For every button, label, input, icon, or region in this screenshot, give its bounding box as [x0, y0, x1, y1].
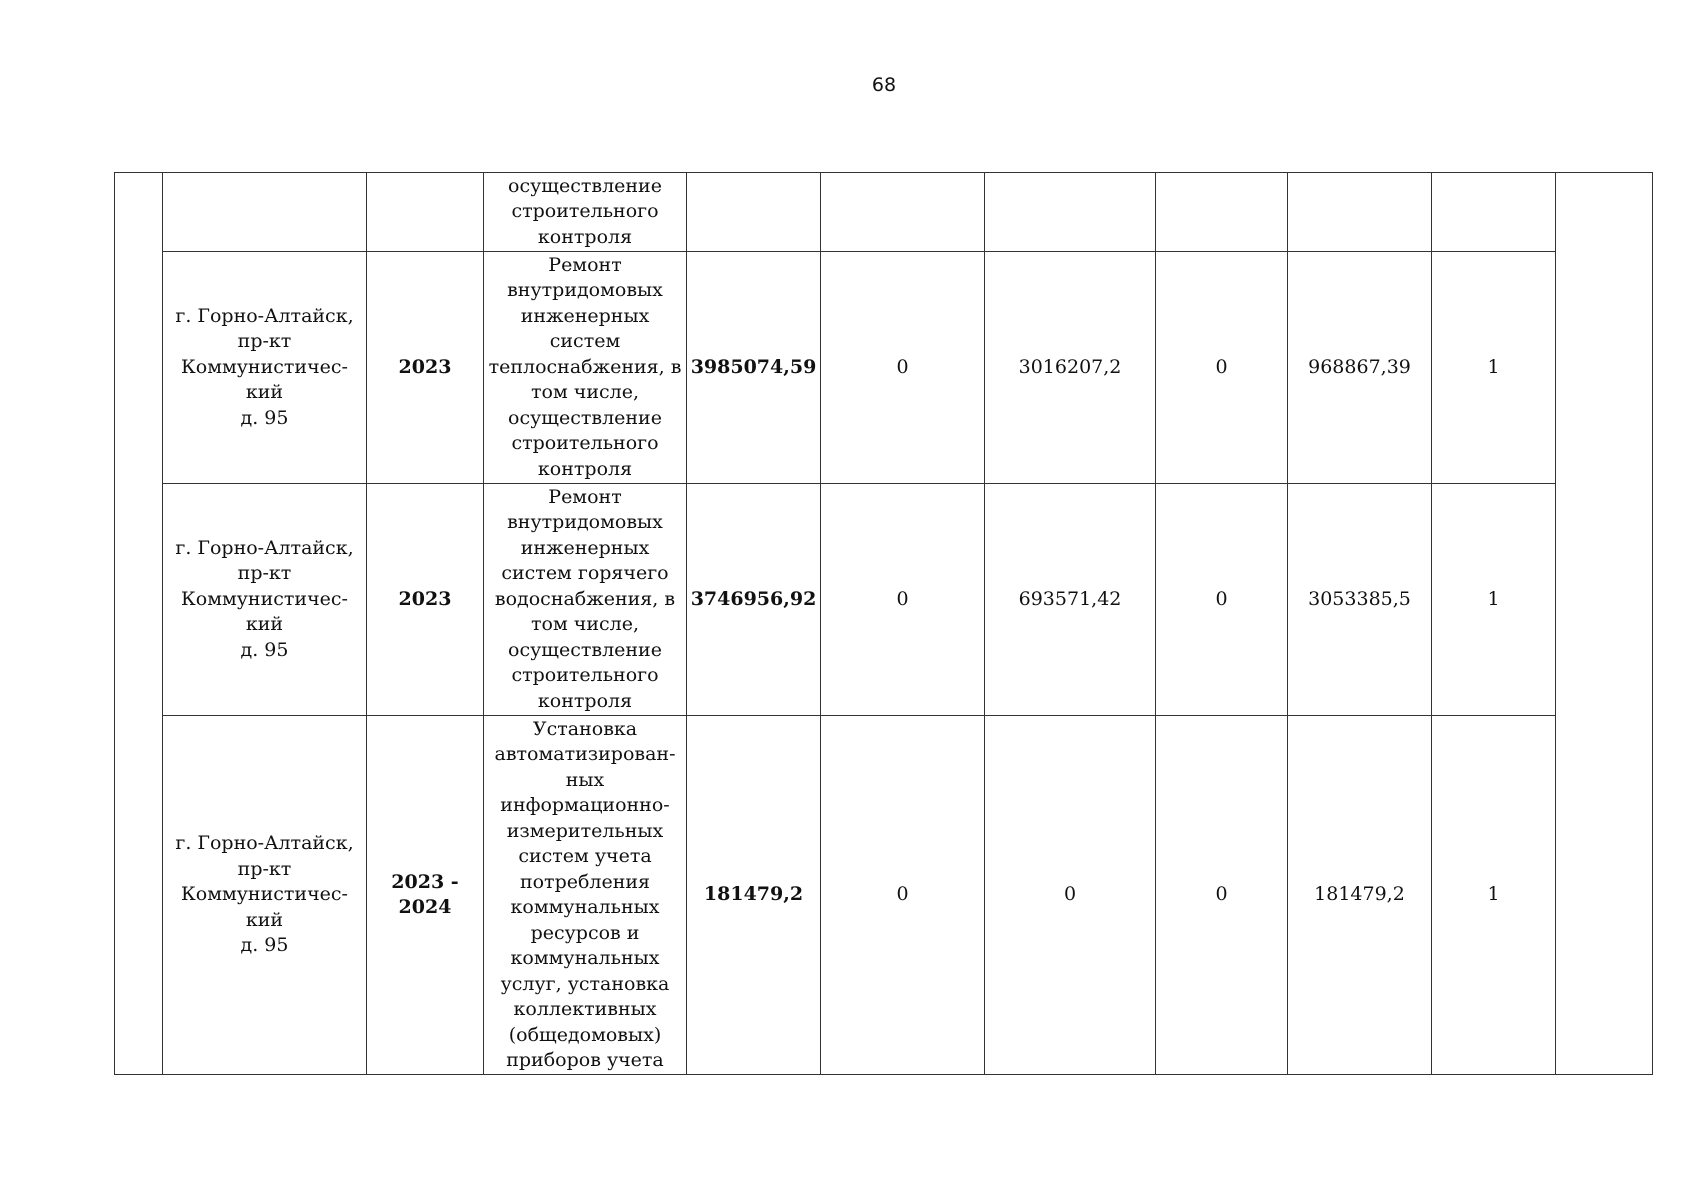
address-cell [163, 173, 367, 252]
value-cell: 3053385,5 [1288, 484, 1432, 716]
value-cell [1288, 173, 1432, 252]
value-cell: 1 [1432, 252, 1556, 484]
address-cell: г. Горно-Алтайск, пр-кт Коммунистичес-кий д. 95 [163, 252, 367, 484]
table-row [115, 716, 1653, 1075]
value-cell: 181479,2 [1288, 716, 1432, 1075]
work-cell: осуществление строительного контроля [484, 173, 687, 252]
table-row [115, 173, 1653, 252]
work-cell: Ремонт внутридомовых инженерных систем горячего водоснабжения, в том числе, осуществление строительного контроля [484, 484, 687, 716]
value-cell [985, 173, 1156, 252]
left-margin-cell [115, 173, 163, 1075]
address-cell: г. Горно-Алтайск, пр-кт Коммунистичес-кий д. 95 [163, 716, 367, 1075]
year-cell: 2023 [367, 484, 484, 716]
work-cell: Установка автоматизирован- ных информационно- измерительных систем учета потребления коммунальных ресурсов и коммунальных услуг, установка коллективных (общедомовых) приборов учета [484, 716, 687, 1075]
total-cell [687, 173, 821, 252]
works-table [114, 172, 1653, 1075]
year-cell: 2023 [367, 252, 484, 484]
value-cell: 0 [821, 484, 985, 716]
value-cell: 0 [821, 716, 985, 1075]
table-row [115, 252, 1653, 484]
value-cell: 693571,42 [985, 484, 1156, 716]
total-cell: 3985074,59 [687, 252, 821, 484]
value-cell: 0 [1156, 252, 1288, 484]
value-cell: 1 [1432, 484, 1556, 716]
work-cell: Ремонт внутридомовых инженерных систем теплоснабжения, в том числе, осуществление строительного контроля [484, 252, 687, 484]
page-number: 68 [871, 74, 897, 96]
total-cell: 3746956,92 [687, 484, 821, 716]
total-cell: 181479,2 [687, 716, 821, 1075]
value-cell: 0 [1156, 716, 1288, 1075]
value-cell: 3016207,2 [985, 252, 1156, 484]
value-cell [821, 173, 985, 252]
value-cell: 0 [821, 252, 985, 484]
right-margin-cell [1556, 173, 1653, 1075]
value-cell: 968867,39 [1288, 252, 1432, 484]
value-cell: 1 [1432, 716, 1556, 1075]
value-cell [1432, 173, 1556, 252]
value-cell: 0 [1156, 484, 1288, 716]
address-cell: г. Горно-Алтайск, пр-кт Коммунистичес-кий д. 95 [163, 484, 367, 716]
value-cell [1156, 173, 1288, 252]
table-row [115, 484, 1653, 716]
year-cell: 2023 - 2024 [367, 716, 484, 1075]
value-cell: 0 [985, 716, 1156, 1075]
year-cell [367, 173, 484, 252]
